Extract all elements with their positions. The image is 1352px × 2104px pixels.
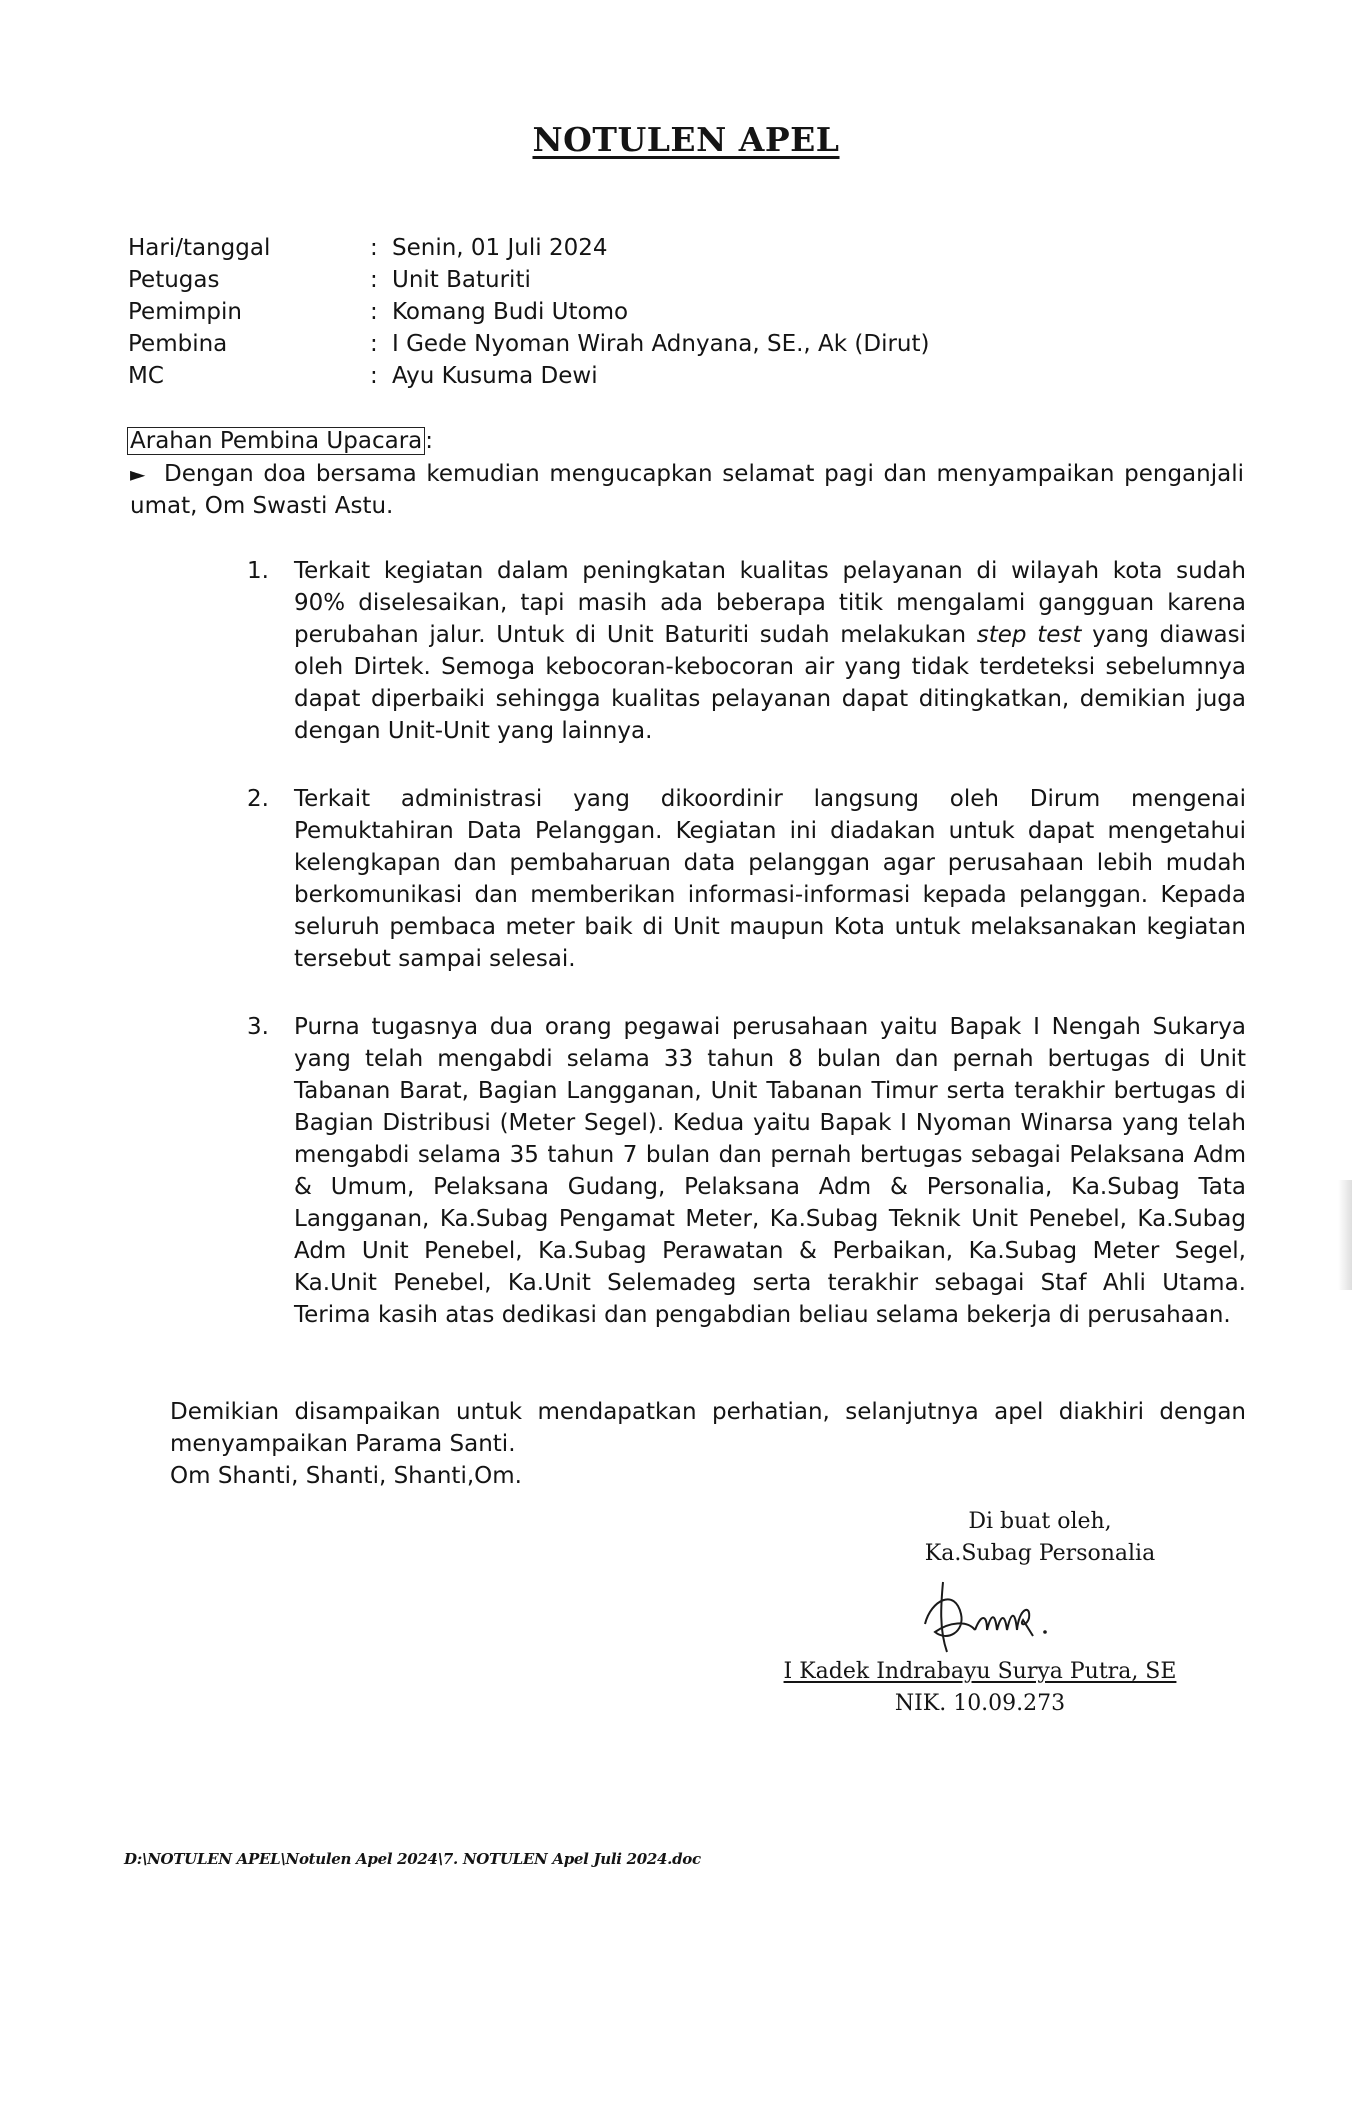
list-item xyxy=(247,783,1246,975)
section-heading xyxy=(127,425,433,457)
list-item-italic-text: step test xyxy=(976,622,1082,648)
info-row xyxy=(128,296,930,328)
list-item-text: yang diawasi oleh Dirtek. Semoga kebocoran-kebocoran air yang tidak terdeteksi sebelumnya dapat diperbaiki sehingga kualitas pelayanan dapat ditingkatkan, demikian juga dengan Unit-Unit yang lainnya. xyxy=(294,622,1246,744)
closing-greeting: Om Shanti, Shanti, Shanti,Om. xyxy=(170,1463,522,1489)
bullet-text: Dengan doa bersama kemudian mengucapkan selamat pagi dan menyampaikan penganjali umat, Om Swasti Astu. xyxy=(130,461,1244,519)
info-label: Hari/tanggal xyxy=(128,235,271,261)
info-row xyxy=(128,264,930,296)
list-item-number: 3. xyxy=(247,1014,269,1040)
info-label: Pembina xyxy=(128,331,228,357)
info-colon: : xyxy=(370,267,378,293)
info-label: MC xyxy=(128,363,164,389)
info-colon: : xyxy=(370,299,378,325)
bullet-paragraph xyxy=(130,458,1244,522)
list-item xyxy=(247,555,1246,747)
arrow-bullet-icon: ► xyxy=(130,462,146,486)
signature-made-by: Di buat oleh, xyxy=(968,1509,1112,1534)
info-colon: : xyxy=(370,331,378,357)
info-label: Petugas xyxy=(128,267,220,293)
closing-paragraph xyxy=(170,1396,1246,1492)
info-table xyxy=(128,232,930,392)
info-row xyxy=(128,232,930,264)
list-item-text: Terkait kegiatan dalam peningkatan kualitas pelayanan di wilayah kota sudah 90% diselesaikan, tapi masih ada beberapa titik mengalami gangguan karena perubahan jalur. Untuk di Unit Baturiti sudah melakukan xyxy=(294,558,1246,648)
info-label: Pemimpin xyxy=(128,299,242,325)
signature-block xyxy=(780,1506,1180,1720)
handwritten-signature-icon xyxy=(895,1574,1065,1656)
list-item-number: 1. xyxy=(247,558,269,584)
list-item-text: Terkait administrasi yang dikoordinir langsung oleh Dirum mengenai Pemuktahiran Data Pelanggan. Kegiatan ini diadakan untuk dapat mengetahui kelengkapan dan pembaharuan data pelanggan agar perusahaan lebih mudah berkomunikasi dan memberikan informasi-informasi kepada pelanggan. Kepada seluruh pembaca meter baik di Unit maupun Kota untuk melaksanakan kegiatan tersebut sampai selesai. xyxy=(294,786,1246,972)
info-value: I Gede Nyoman Wirah Adnyana, SE., Ak (Dirut) xyxy=(392,331,930,357)
section-heading-text: Arahan Pembina Upacara xyxy=(127,427,425,455)
info-value: Komang Budi Utomo xyxy=(392,299,629,325)
section-heading-colon: : xyxy=(425,428,433,454)
signatory-nik: NIK. 10.09.273 xyxy=(894,1691,1066,1716)
info-value: Unit Baturiti xyxy=(392,267,531,293)
info-row xyxy=(128,328,930,360)
signatory-name: I Kadek Indrabayu Surya Putra, SE xyxy=(783,1659,1177,1684)
scan-shadow xyxy=(1338,1180,1352,1290)
info-value: Ayu Kusuma Dewi xyxy=(392,363,598,389)
list-item xyxy=(247,1011,1246,1331)
document-title: NOTULEN APEL xyxy=(532,120,840,159)
closing-text: Demikian disampaikan untuk mendapatkan perhatian, selanjutnya apel diakhiri dengan menyampaikan Parama Santi. xyxy=(170,1399,1246,1457)
info-colon: : xyxy=(370,235,378,261)
info-value: Senin, 01 Juli 2024 xyxy=(392,235,608,261)
list-item-number: 2. xyxy=(247,786,269,812)
list-item-text: Purna tugasnya dua orang pegawai perusahaan yaitu Bapak I Nengah Sukarya yang telah mengabdi selama 33 tahun 8 bulan dan pernah bertugas di Unit Tabanan Barat, Bagian Langganan, Unit Tabanan Timur serta terakhir bertugas di Bagian Distribusi (Meter Segel). Kedua yaitu Bapak I Nyoman Winarsa yang telah mengabdi selama 35 tahun 7 bulan dan pernah bertugas sebagai Pelaksana Adm & Umum, Pelaksana Gudang, Pelaksana Adm & Personalia, Ka.Subag Tata Langganan, Ka.Subag Pengamat Meter, Ka.Subag Teknik Unit Penebel, Ka.Subag Adm Unit Penebel, Ka.Subag Perawatan & Perbaikan, Ka.Subag Meter Segel, Ka.Unit Penebel, Ka.Unit Selemadeg serta terakhir sebagai Staf Ahli Utama. Terima kasih atas dedikasi dan pengabdian beliau selama bekerja di perusahaan. xyxy=(294,1014,1246,1328)
info-colon: : xyxy=(370,363,378,389)
footer-file-path: D:\NOTULEN APEL\Notulen Apel 2024\7. NOTULEN Apel Juli 2024.doc xyxy=(124,1850,701,1868)
info-row xyxy=(128,360,930,392)
signature-position: Ka.Subag Personalia xyxy=(924,1541,1156,1566)
